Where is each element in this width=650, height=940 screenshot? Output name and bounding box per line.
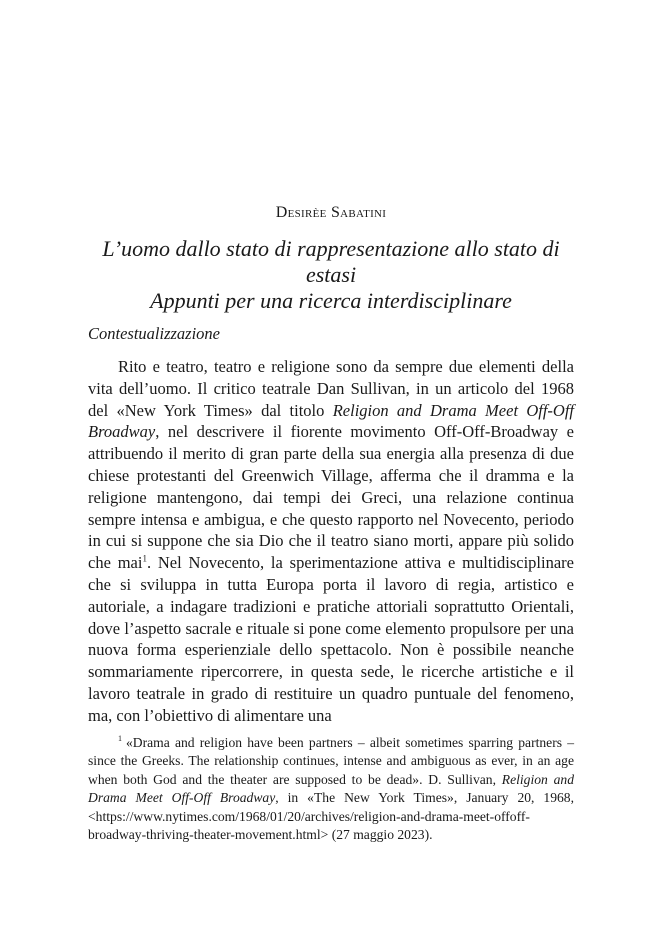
author-name: Desirèe Sabatini bbox=[275, 204, 387, 221]
body-text-1: Rito e teatro, teatro e religione sono da sempre due elementi della vita dell’uomo. Il critico teatrale Dan Sullivan, in un articolo del 1968 del «New York Times» dal titolo bbox=[88, 357, 574, 420]
title-line-2: Appunti per una ricerca interdisciplinare bbox=[150, 288, 512, 313]
footnote-number: 1 bbox=[118, 734, 122, 744]
footnote-text-2: , in «The New York Times», January 20, 1968, <https://www.nytimes.com/1968/01/20/archives/religion-and-drama-meet-offoff-broadway-thriving-theater-movement.html> (27 maggio 2023). bbox=[88, 790, 574, 843]
footnote-text-1: «Drama and religion have been partners – albeit sometimes sparring partners – since the Greeks. The relationship continues, intense and ambiguous as ever, in an age when both God and the theater are supposed to be dead». D. Sullivan, bbox=[88, 735, 574, 787]
body-paragraph bbox=[88, 356, 574, 727]
footnote bbox=[88, 734, 574, 844]
title-line-1: L’uomo dallo stato di rappresentazione allo stato di estasi bbox=[102, 236, 560, 287]
body-text-2: , nel descrivere il fiorente movimento Off-Off-Broadway e attribuendo il merito di gran parte della sua energia alla presenza di due chiese protestanti del Greenwich Village, afferma che il dramma e la religione mantengono, dai tempi dei Greci, una relazione continua sempre intensa e ambigua, e che questo rapporto nel Novecento, periodo in cui si suppone che sia Dio che il teatro siano morti, appare più solido che mai bbox=[88, 422, 574, 573]
body-text-3: . Nel Novecento, la sperimentazione attiva e multidisciplinare che si sviluppa in tutta Europa porta il lavoro di regia, artistico e autoriale, a indagare tradizioni e pratiche attoriali soprattutto Orientali, dove l’aspetto sacrale e rituale si pone come elemento propulsore per una nuova forma esperienziale dello spettacolo. Non è possibile neanche sommariamente ripercorrere, in questa sede, le ricerche artistiche e il lavoro teatrale in grado di restituire un quadro puntuale del fenomeno, ma, con l’obiettivo di alimentare una bbox=[88, 553, 574, 725]
body-article-title: Religion and Drama Meet Off-Off Broadway bbox=[88, 400, 574, 442]
footnote-reference[interactable]: 1 bbox=[142, 553, 147, 564]
section-heading: Contestualizzazione bbox=[88, 324, 221, 343]
article-title bbox=[88, 236, 574, 314]
footnote-title: Religion and Drama Meet Off-Off Broadway bbox=[88, 771, 574, 806]
